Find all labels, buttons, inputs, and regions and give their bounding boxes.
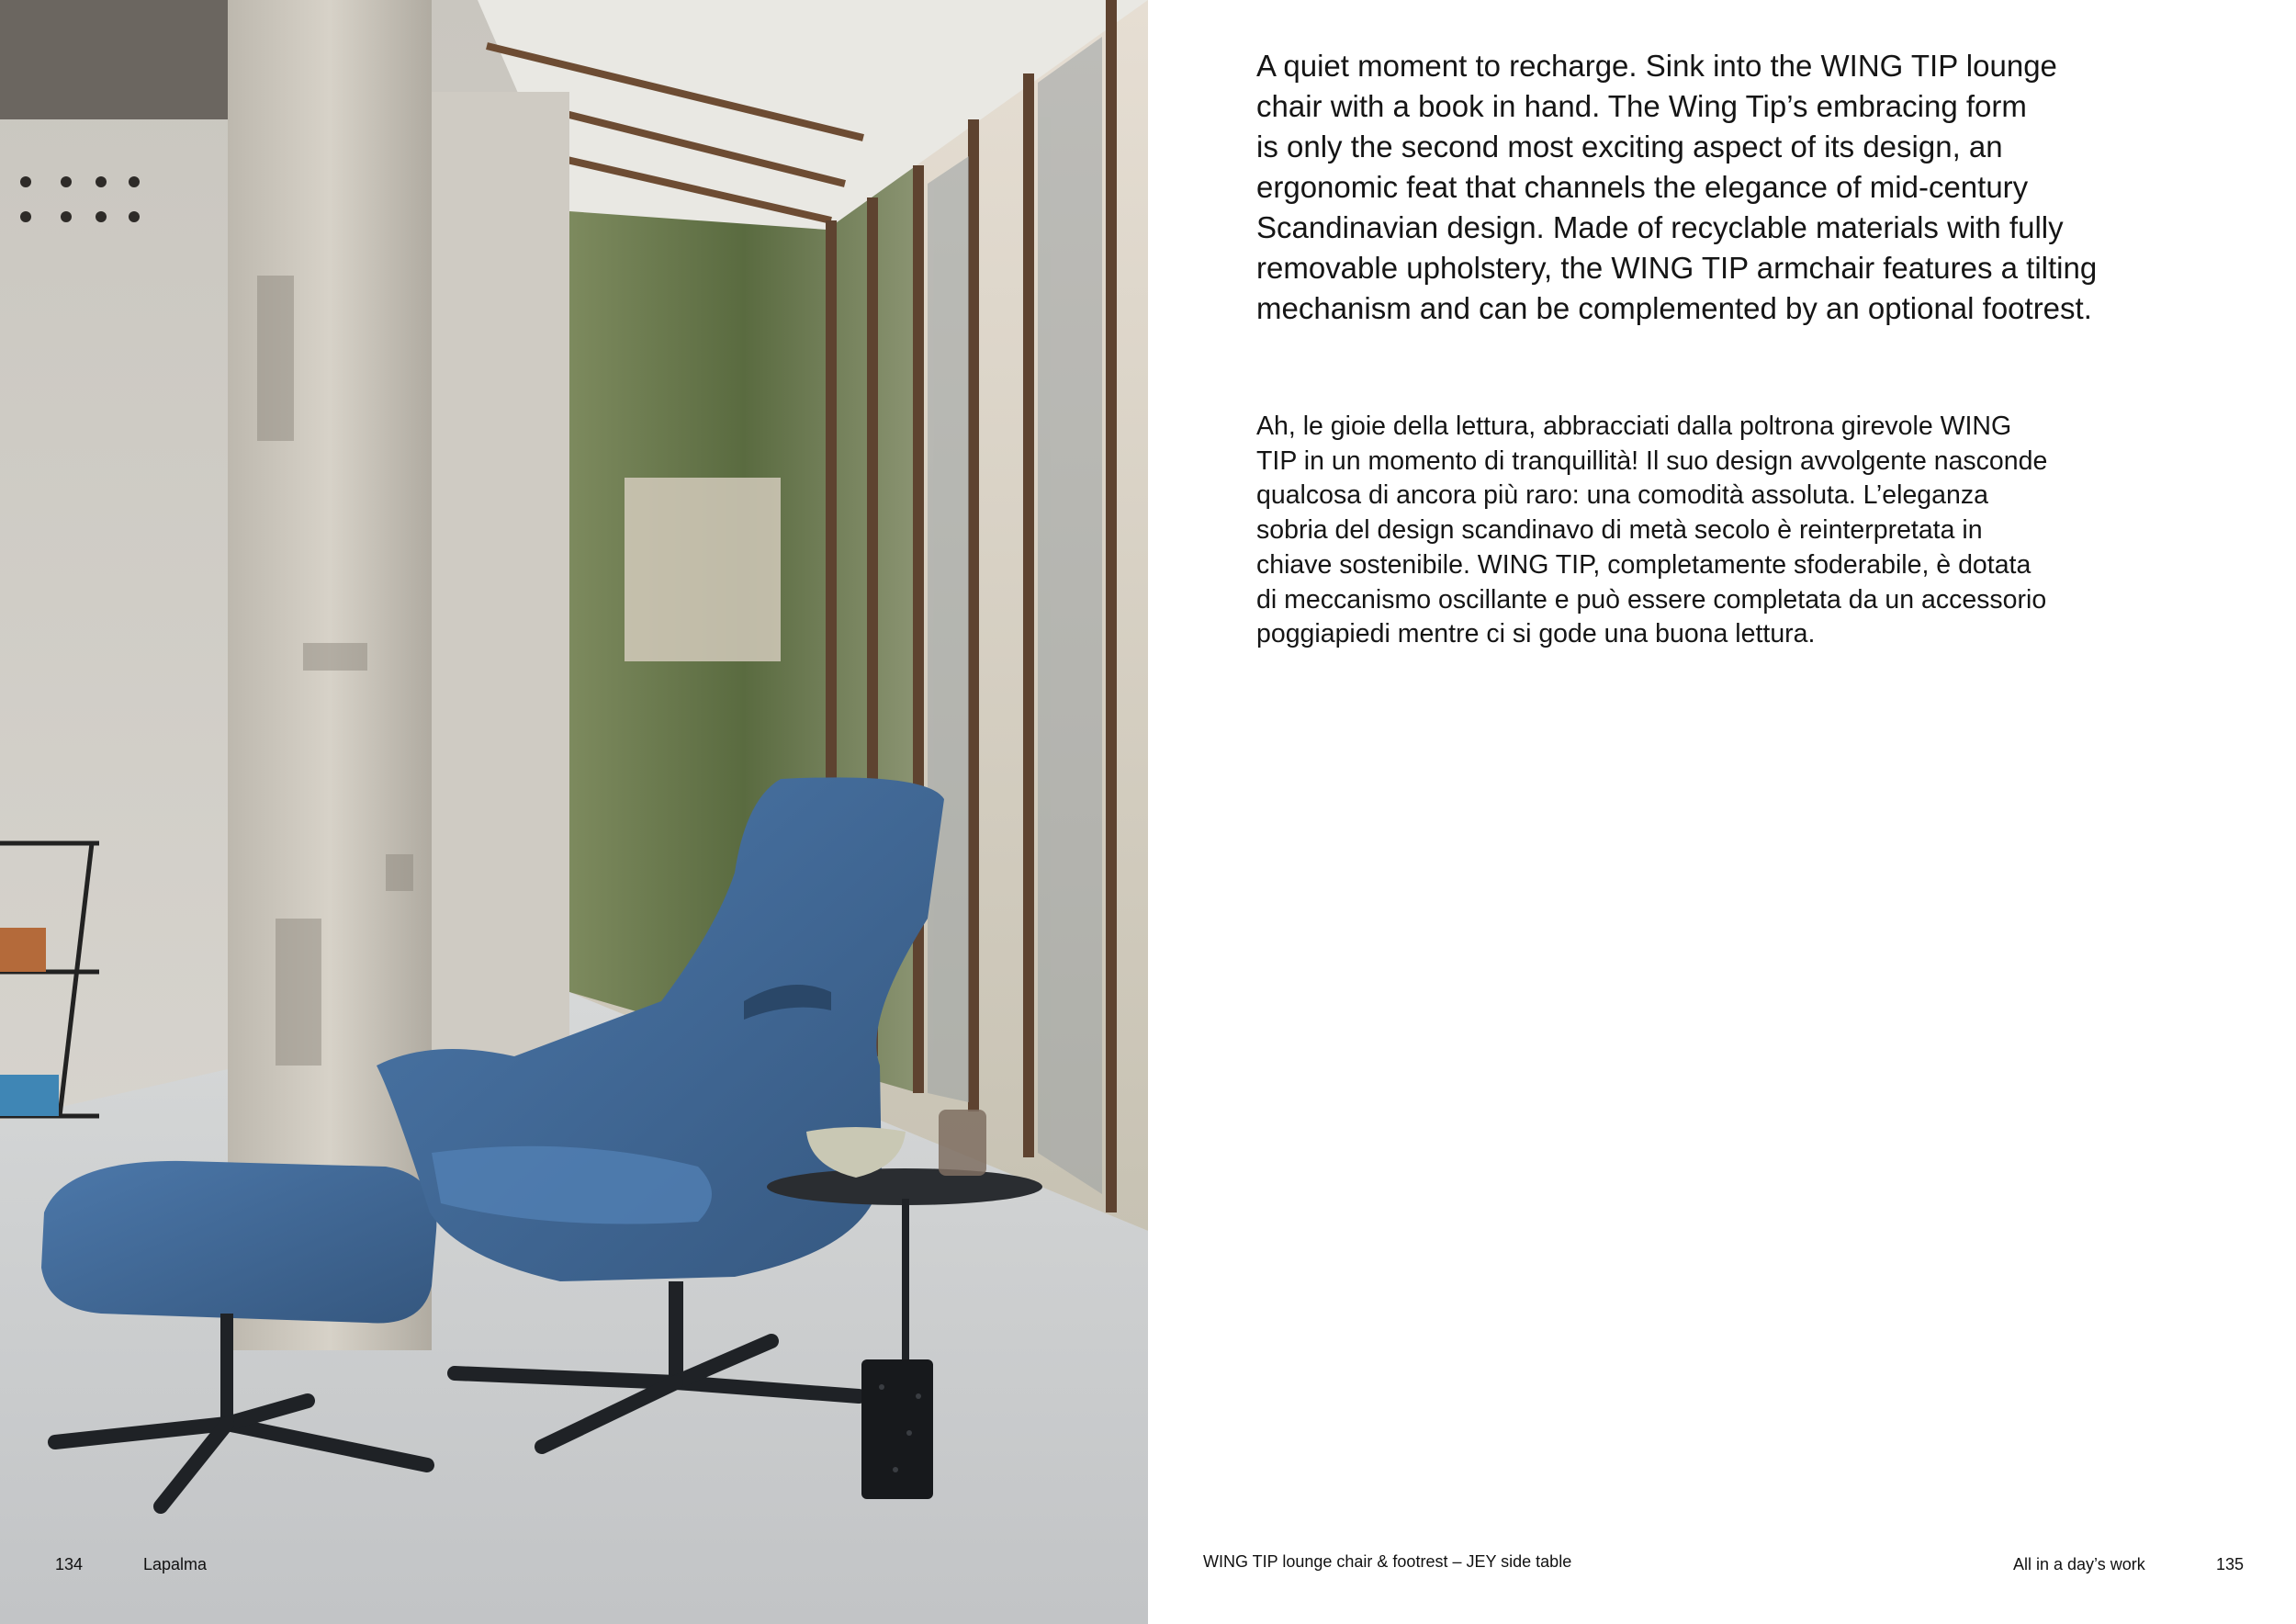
page-number-left: 134 [55,1555,84,1573]
section-title: All in a day’s work [2013,1555,2145,1573]
brand-name: Lapalma [143,1555,208,1573]
text-page [1148,0,2296,1624]
body-text-italian: Ah, le gioie della lettura, abbracciati dalla poltrona girevole WING TIP in un momento di tranquillità! Il suo design avvolgente nasconde qualcosa di ancora più raro: una comodità assoluta. L’eleganza sobria del design scandinavo di metà secolo è reinterpretata in chiave sostenibile. WING TIP, completamente sfoderabile, è dotata di meccanismo oscillante e può essere completata da un accessorio poggiapiedi mentre ci si gode una buona lettura. [1256,412,2048,649]
body-text-english: A quiet moment to recharge. Sink into the WING TIP lounge chair with a book in hand. The Wing Tip’s embracing form is only the second most exciting aspect of its design, an ergonomic feat that channels the elegance of mid-century Scandinavian design. Made of recyclable materials with fully removable upholstery, the WING TIP armchair features a tilting mechanism and can be complemented by an optional footrest. [1256,49,2098,325]
photo-caption: WING TIP lounge chair & footrest – JEY side table [1203,1552,1572,1571]
page-number-right: 135 [2216,1555,2245,1573]
